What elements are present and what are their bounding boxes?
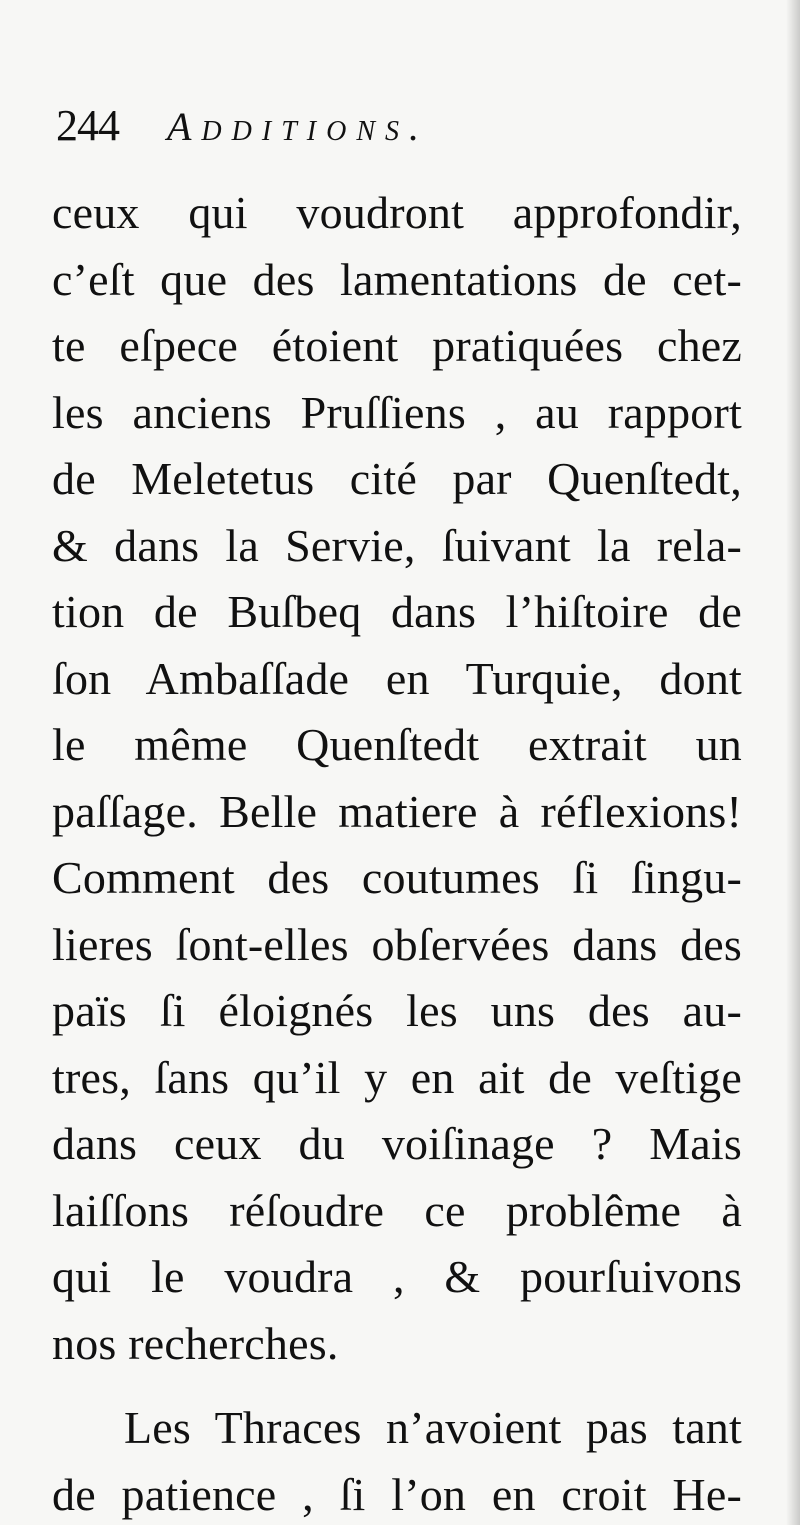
page-header bbox=[56, 100, 760, 160]
text-line: Les Thraces n’avoient pas tant bbox=[124, 1402, 742, 1453]
text-line: ceux qui voudront approfondir, bbox=[52, 187, 742, 238]
paragraph bbox=[52, 180, 742, 1377]
text-line: de patience , ſi l’on en croit He- bbox=[52, 1468, 742, 1520]
text-line: tres, ſans qu’il y en ait de veſtige bbox=[52, 1051, 742, 1103]
text-line: te eſpece étoient pratiquées chez bbox=[52, 320, 742, 371]
text-line: païs ſi éloignés les uns des au- bbox=[52, 985, 742, 1036]
text-line: le même Quenſtedt extrait un bbox=[52, 719, 742, 770]
text-line: paſſage. Belle matiere à réflexions! bbox=[52, 785, 742, 837]
text-line: qui le voudra , & pourſuivons bbox=[52, 1251, 742, 1302]
text-line: c’eſt que des lamentations de cet- bbox=[52, 253, 742, 305]
text-line: de Meletetus cité par Quenſtedt, bbox=[52, 453, 742, 504]
text-line: les anciens Pruſſiens , au rapport bbox=[52, 386, 742, 438]
text-line: lieres ſont-elles obſervées dans des bbox=[52, 918, 742, 970]
running-title: Additions. bbox=[167, 104, 429, 149]
text-line: & dans la Servie, ſuivant la rela- bbox=[52, 519, 742, 571]
text-line: Comment des coutumes ſi ſingu- bbox=[52, 852, 742, 903]
text-line: nos recherches. bbox=[52, 1317, 339, 1369]
paragraph bbox=[52, 1395, 742, 1525]
body-text bbox=[52, 180, 742, 1525]
text-line: laiſſons réſoudre ce problême à bbox=[52, 1184, 742, 1236]
paragraph-spacer bbox=[52, 1377, 742, 1395]
page-number: 244 bbox=[56, 101, 119, 150]
text-line: dans ceux du voiſinage ? Mais bbox=[52, 1118, 742, 1169]
text-line: tion de Buſbeq dans l’hiſtoire de bbox=[52, 586, 742, 637]
text-line: ſon Ambaſſade en Turquie, dont bbox=[52, 652, 742, 704]
